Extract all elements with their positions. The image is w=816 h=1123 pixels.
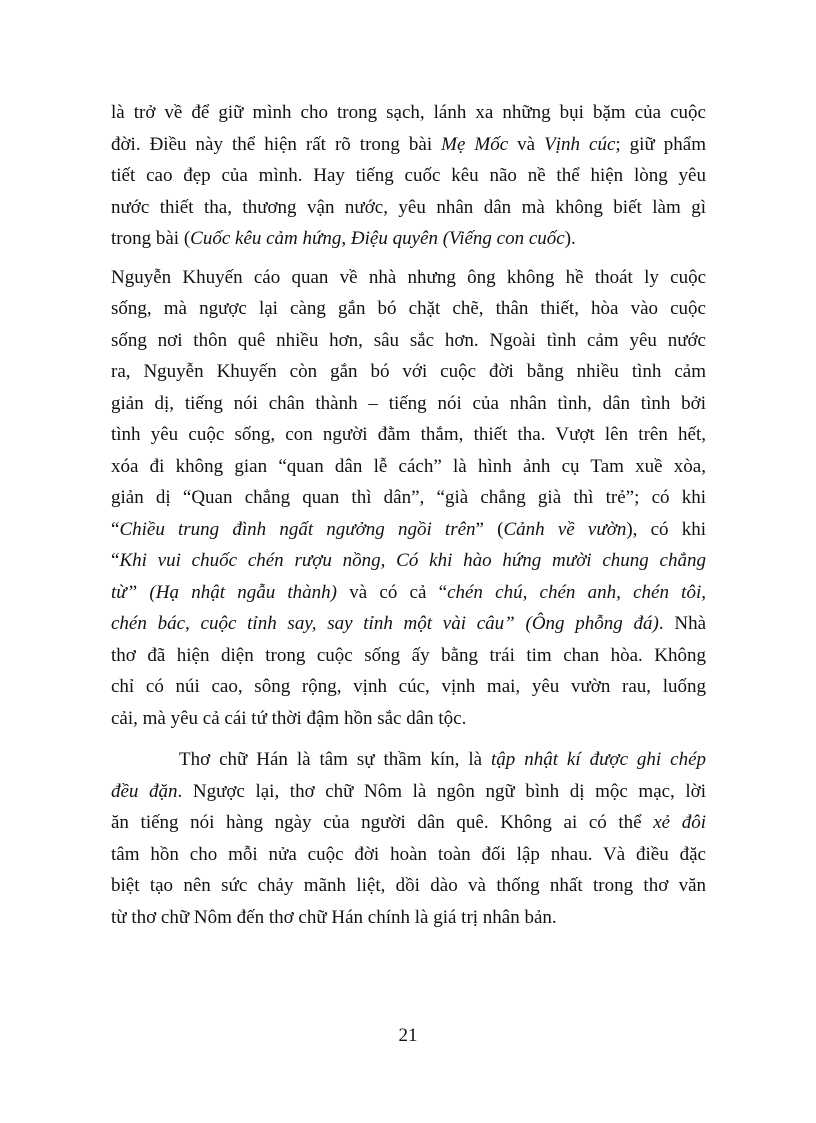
text-line: cải, mà yêu cả cái tứ thời đậm hồn sắc dân tộc.	[111, 707, 467, 729]
text-line: Nguyễn Khuyến cáo quan về nhà nhưng ông không hề thoát ly cuộc	[111, 266, 706, 288]
text-line: ra, Nguyễn Khuyến còn gắn bó với cuộc đời bằng nhiều tình cảm	[111, 361, 706, 382]
text-line: xóa đi không gian “quan dân lễ cách” là hình ảnh cụ Tam xuề xòa,	[111, 455, 706, 477]
text-line: chén bác, cuộc tỉnh say, say tỉnh một vài câu” (Ông phỗng đá). Nhà	[111, 613, 707, 634]
text-line: ăn tiếng nói hàng ngày của người dân quê. Không ai có thể xẻ đôi	[111, 812, 706, 833]
text-line: đều đặn. Ngược lại, thơ chữ Nôm là ngôn ngữ bình dị mộc mạc, lời	[111, 780, 707, 802]
paragraph-2	[111, 262, 706, 735]
text-line: trong bài (Cuốc kêu cảm hứng, Điệu quyên (Viếng con cuốc).	[111, 228, 576, 249]
text-line: sống, mà ngược lại càng gắn bó chặt chẽ, thân thiết, hòa vào cuộc	[111, 298, 706, 319]
text-line: từ thơ chữ Nôm đến thơ chữ Hán chính là giá trị nhân bản.	[111, 906, 557, 928]
text-line: “Khi vui chuốc chén rượu nồng, Có khi hào hứng mười chung chẳng	[111, 550, 706, 571]
text-line: chỉ có núi cao, sông rộng, vịnh cúc, vịnh mai, yêu vườn rau, luống	[111, 676, 706, 697]
text-line: tâm hồn cho mỗi nửa cuộc đời hoàn toàn đối lập nhau. Và điều đặc	[111, 843, 706, 865]
text-line: thơ đã hiện diện trong cuộc sống ấy bằng trái tim chan hòa. Không	[111, 644, 706, 666]
body-text	[111, 97, 706, 933]
text-line: sống nơi thôn quê nhiều hơn, sâu sắc hơn. Ngoài tình cảm yêu nước	[111, 329, 706, 351]
text-line: giản dị “Quan chẳng quan thì dân”, “già chẳng già thì trẻ”; có khi	[111, 487, 706, 508]
page-number: 21	[398, 1025, 418, 1046]
text-line: đời. Điều này thể hiện rất rõ trong bài Mẹ Mốc và Vịnh cúc; giữ phẩm	[111, 133, 706, 155]
paragraph-1	[111, 97, 706, 255]
text-line: tình yêu cuộc sống, con người đằm thắm, thiết tha. Vượt lên trên hết,	[111, 424, 706, 445]
text-line: tiết cao đẹp của mình. Hay tiếng cuốc kêu não nề thể hiện lòng yêu	[111, 165, 706, 186]
text-line: từ” (Hạ nhật ngẫu thành) và có cả “chén chú, chén anh, chén tôi,	[111, 581, 706, 603]
text-line: “Chiều trung đình ngất ngưởng ngồi trên” (Cảnh về vườn), có khi	[111, 518, 706, 540]
text-line: nước thiết tha, thương vận nước, yêu nhân dân mà không biết làm gì	[111, 196, 706, 218]
paragraph-3	[111, 744, 706, 933]
text-line: biệt tạo nên sức chảy mãnh liệt, dồi dào và thống nhất trong thơ văn	[111, 875, 706, 896]
text-line: Thơ chữ Hán là tâm sự thầm kín, là tập nhật kí được ghi chép	[179, 749, 706, 770]
text-line: là trở về để giữ mình cho trong sạch, lánh xa những bụi bặm của cuộc	[111, 102, 706, 123]
text-line: giản dị, tiếng nói chân thành – tiếng nói của nhân tình, dân tình bởi	[111, 392, 706, 414]
